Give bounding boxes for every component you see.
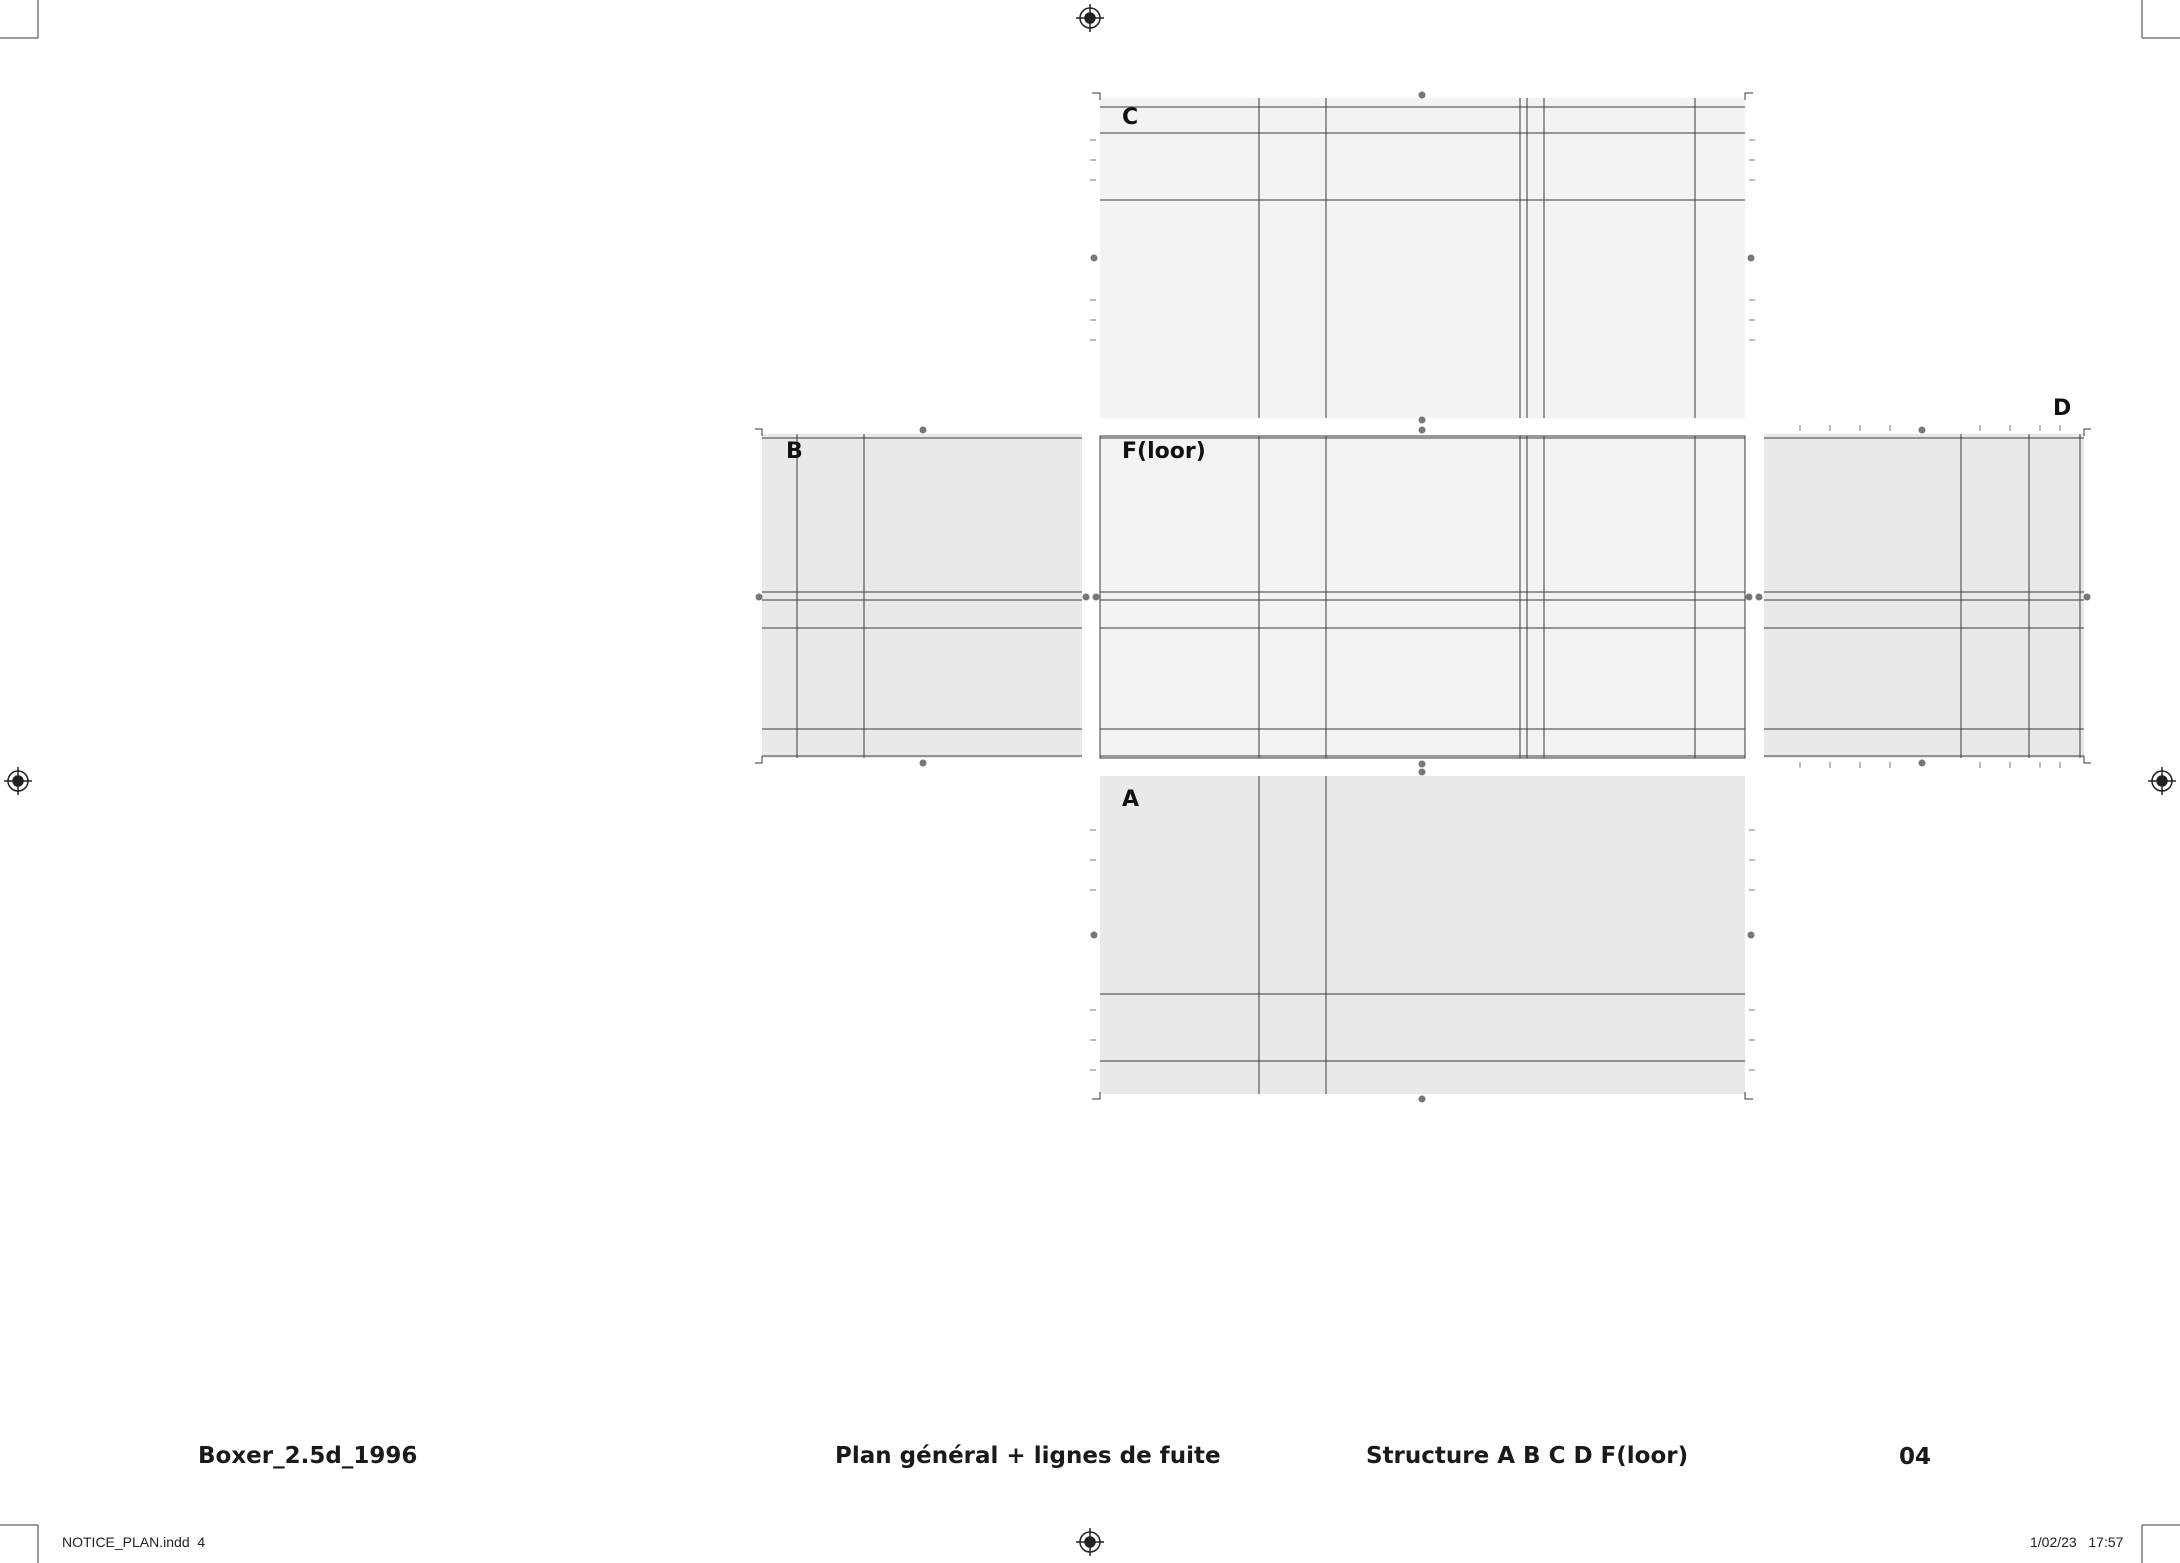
slug-date: 1/02/23 [2030, 1534, 2077, 1550]
footer-structure: Structure A B C D F(loor) [1366, 1443, 1689, 1469]
panel-label-floor: F(loor) [1122, 439, 1206, 464]
panel-label-a: A [1122, 787, 1140, 812]
footer-page-number: 04 [1899, 1444, 1932, 1470]
slug-time: 17:57 [2088, 1534, 2124, 1550]
registration-mark-right [2148, 767, 2176, 795]
panel-label-d: D [2053, 396, 2072, 421]
footer-plan-title: Plan général + lignes de fuite [835, 1443, 1221, 1469]
panel-c [1100, 98, 1745, 418]
registration-mark-bottom [1076, 1528, 1104, 1556]
panel-floor [1100, 436, 1745, 758]
slug-page: 4 [197, 1534, 206, 1550]
slug-file [62, 1535, 205, 1549]
panel-a [1100, 776, 1745, 1094]
panel-label-c: C [1122, 105, 1139, 130]
panel-label-b: B [786, 439, 803, 464]
registration-mark-top [1076, 4, 1104, 32]
slug-datetime [2030, 1535, 2123, 1549]
slug-file-name: NOTICE_PLAN.indd [62, 1534, 190, 1550]
panel-d [1764, 434, 2084, 758]
panel-b [762, 434, 1082, 758]
registration-mark-left [4, 767, 32, 795]
footer-project: Boxer_2.5d_1996 [198, 1443, 418, 1469]
